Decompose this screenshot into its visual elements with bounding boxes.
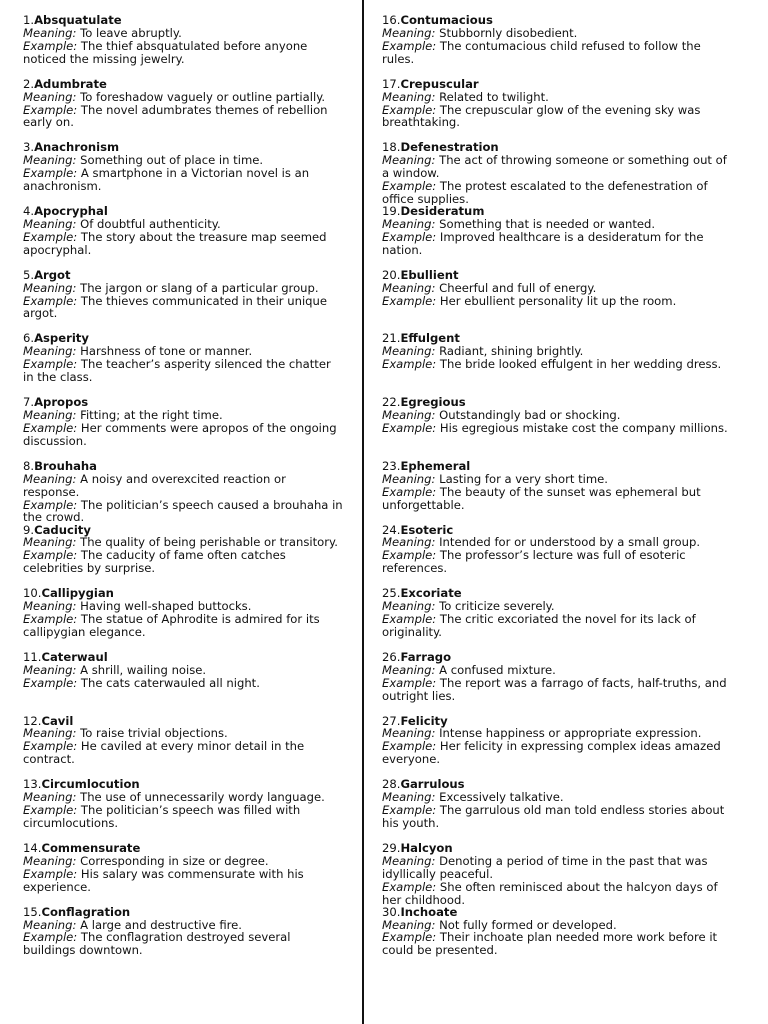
entry-word: Apropos [34,396,89,410]
meaning-text: Of doubtful authenticity. [80,216,221,231]
meaning-text: A shrill, wailing noise. [80,662,207,677]
meaning-text: Outstandingly bad or shocking. [439,408,621,423]
entry-number: 7. [23,396,35,410]
entry-number: 23. [382,459,401,473]
entry-example [23,677,343,690]
example-label: Example: [23,166,78,181]
entry-example [23,295,343,321]
vocab-entry [382,778,734,842]
example-text: Her comments were apropos of the ongoing discussion. [23,420,337,448]
entry-word: Argot [34,268,71,282]
meaning-label: Meaning: [382,153,436,168]
example-text: Her ebullient personality lit up the room. [439,293,677,308]
meaning-text: Radiant, shining brightly. [439,344,584,359]
entry-number: 6. [23,332,35,346]
meaning-text: Lasting for a very short time. [439,471,608,486]
vocab-entry [382,205,734,269]
meaning-label: Meaning: [23,917,77,932]
meaning-label: Meaning: [382,917,436,932]
entry-example [382,358,734,371]
entry-example [23,499,343,524]
meaning-label: Meaning: [23,408,77,423]
entry-example [382,180,734,205]
meaning-label: Meaning: [23,153,77,168]
example-label: Example: [23,102,78,117]
example-text: The contumacious child refused to follow the rules. [382,38,701,66]
example-label: Example: [382,293,437,308]
entry-word: Caterwaul [41,650,108,664]
vocab-entry [23,715,343,779]
meaning-text: Related to twilight. [439,89,549,104]
example-text: The garrulous old man told endless stories about his youth. [382,803,725,830]
example-label: Example: [382,484,437,499]
meaning-label: Meaning: [382,25,436,40]
vocab-entry [23,906,343,970]
example-text: The novel adumbrates themes of rebellion early on. [23,102,328,130]
example-label: Example: [23,548,78,563]
example-text: The critic excoriated the novel for its lack of originality. [382,612,696,639]
meaning-label: Meaning: [23,853,77,868]
example-text: The statue of Aphrodite is admired for its callipygian elegance. [23,612,320,639]
entry-number: 10. [23,587,42,601]
entry-number: 21. [382,332,401,346]
vocab-entry [23,651,343,715]
entry-word: Caducity [34,523,91,537]
entry-word: Ebullient [400,268,459,282]
meaning-label: Meaning: [382,408,436,423]
meaning-text: Something that is needed or wanted. [439,216,656,231]
entry-example [23,422,343,448]
example-text: The story about the treasure map seemed apocryphal. [23,229,327,257]
meaning-label: Meaning: [382,662,436,677]
entry-meaning [382,154,734,180]
example-text: His egregious mistake cost the company millions. [439,420,728,435]
vocab-entry [23,141,343,205]
meaning-label: Meaning: [382,535,436,550]
meaning-label: Meaning: [23,726,77,741]
example-label: Example: [382,803,437,818]
meaning-text: Not fully formed or developed. [439,917,617,932]
meaning-label: Meaning: [23,280,77,295]
meaning-label: Meaning: [23,790,77,805]
meaning-text: Fitting; at the right time. [80,408,223,423]
entry-number: 20. [382,268,401,282]
column-divider [362,0,364,1024]
entry-example [23,104,343,130]
entry-number: 14. [23,841,42,855]
entry-word: Effulgent [400,332,460,346]
example-text: Her felicity in expressing complex ideas amazed everyone. [382,739,721,767]
entry-example [23,231,343,257]
example-text: The protest escalated to the defenestration of office supplies. [382,179,708,206]
entry-example [382,422,734,435]
vocab-entry [23,269,343,333]
example-label: Example: [382,179,437,194]
meaning-text: A large and destructive fire. [80,917,242,932]
meaning-text: To raise trivial objections. [80,726,228,741]
meaning-text: Corresponding in size or degree. [80,853,269,868]
entry-number: 3. [23,141,35,155]
entry-example [23,613,343,639]
entry-word: Asperity [34,332,89,346]
entry-number: 25. [382,587,401,601]
vocab-entry [23,524,343,588]
entry-number: 29. [382,841,401,855]
meaning-label: Meaning: [382,280,436,295]
meaning-text: The quality of being perishable or transitory. [80,535,338,550]
vocab-entry [382,842,734,906]
meaning-text: A noisy and overexcited reaction or response. [23,471,286,499]
example-label: Example: [382,420,437,435]
vocab-entry [382,269,734,333]
entry-example [23,40,343,66]
meaning-text: Intended for or understood by a small group. [439,535,701,550]
entry-example [382,931,734,957]
entry-word: Felicity [400,714,448,728]
entry-word: Apocryphal [34,205,108,219]
entry-number: 5. [23,268,35,282]
vocab-entry [23,78,343,142]
entry-example [23,740,343,766]
right-column [382,14,734,969]
entry-number: 11. [23,650,42,664]
meaning-text: The act of throwing someone or something out of a window. [382,153,727,181]
example-text: The politician’s speech caused a brouhaha in the crowd. [23,497,343,524]
entry-number: 15. [23,905,42,919]
example-label: Example: [23,803,78,818]
example-label: Example: [382,879,437,894]
example-text: The bride looked effulgent in her wedding dress. [439,357,722,372]
entry-example [382,881,734,906]
meaning-label: Meaning: [382,599,436,614]
entry-word: Absquatulate [34,14,122,27]
meaning-label: Meaning: [382,216,436,231]
meaning-label: Meaning: [23,89,77,104]
example-label: Example: [23,357,78,372]
meaning-label: Meaning: [23,471,77,486]
example-label: Example: [382,675,437,690]
entry-number: 26. [382,650,401,664]
entry-example [23,931,343,957]
vocab-entry [23,460,343,524]
meaning-label: Meaning: [382,471,436,486]
vocab-entry [23,587,343,651]
entry-number: 22. [382,396,401,410]
example-label: Example: [23,497,78,512]
meaning-label: Meaning: [23,535,77,550]
example-label: Example: [382,229,437,244]
vocab-entry [23,396,343,460]
entry-meaning [382,855,734,881]
entry-word: Anachronism [34,141,120,155]
entry-number: 12. [23,714,42,728]
left-column [23,14,343,969]
example-label: Example: [23,38,78,53]
entry-number: 16. [382,14,401,27]
example-text: The conflagration destroyed several buildings downtown. [23,930,291,958]
entry-number: 8. [23,459,35,473]
entry-example [23,358,343,384]
vocab-entry [23,778,343,842]
entry-example [382,40,734,66]
meaning-label: Meaning: [23,216,77,231]
example-text: Their inchoate plan needed more work before it could be presented. [382,930,718,958]
example-label: Example: [382,357,437,372]
vocab-entry [382,651,734,715]
meaning-text: Something out of place in time. [80,153,264,168]
entry-word: Adumbrate [34,77,107,91]
entry-example [382,804,734,830]
example-text: The caducity of fame often catches celebrities by surprise. [23,548,286,576]
meaning-text: Harshness of tone or manner. [80,344,253,359]
entry-number: 28. [382,778,401,792]
vocab-entry [382,906,734,970]
vocab-entry [382,396,734,460]
example-text: The thieves communicated in their unique argot. [23,293,328,321]
entry-number: 13. [23,778,42,792]
entry-example [382,486,734,512]
entry-number: 19. [382,205,401,219]
example-label: Example: [382,548,437,563]
meaning-text: Intense happiness or appropriate expression. [439,726,702,741]
entry-meaning [23,473,343,499]
entry-word: Halcyon [400,841,453,855]
meaning-text: Having well-shaped buttocks. [80,599,252,614]
example-label: Example: [382,739,437,754]
example-label: Example: [23,612,78,626]
meaning-text: To leave abruptly. [80,25,182,40]
entry-word: Excoriate [400,587,462,601]
meaning-label: Meaning: [23,25,77,40]
vocab-entry [23,14,343,78]
example-text: The politician’s speech was filled with circumlocutions. [23,803,301,830]
vocab-entry [382,524,734,588]
entry-example [382,549,734,575]
example-text: The report was a farrago of facts, half-truths, and outright lies. [382,675,727,703]
entry-example [23,549,343,575]
entry-word: Farrago [400,650,452,664]
example-text: He caviled at every minor detail in the contract. [23,739,305,767]
entry-number: 27. [382,714,401,728]
meaning-text: Excessively talkative. [439,790,564,805]
entry-word: Esoteric [400,523,454,537]
entry-word: Desideratum [400,205,485,219]
meaning-text: The use of unnecessarily wordy language. [80,790,325,805]
example-label: Example: [382,102,437,117]
meaning-text: The jargon or slang of a particular group. [80,280,319,295]
entry-word: Cavil [41,714,74,728]
example-label: Example: [23,229,78,244]
entry-number: 1. [23,14,35,27]
vocab-entry [382,14,734,78]
meaning-text: A confused mixture. [439,662,556,677]
example-label: Example: [23,293,78,308]
entry-example [382,295,734,308]
entry-number: 17. [382,77,401,91]
example-label: Example: [382,38,437,53]
meaning-text: Denoting a period of time in the past that was idyllically peaceful. [382,853,708,881]
example-text: The cats caterwauled all night. [80,675,260,690]
example-label: Example: [23,739,78,754]
meaning-label: Meaning: [382,790,436,805]
entry-example [382,104,734,130]
vocab-entry [382,141,734,205]
vocab-entry [382,332,734,396]
entry-number: 18. [382,141,401,155]
example-text: The professor’s lecture was full of esoteric references. [382,548,686,576]
example-text: Improved healthcare is a desideratum for the nation. [382,229,704,257]
entry-number: 24. [382,523,401,537]
meaning-label: Meaning: [382,89,436,104]
example-text: The crepuscular glow of the evening sky was breathtaking. [382,102,701,130]
example-label: Example: [23,675,78,690]
entry-word: Ephemeral [400,459,471,473]
meaning-label: Meaning: [382,853,436,868]
example-label: Example: [382,612,437,626]
entry-word: Circumlocution [41,778,140,792]
vocab-entry [23,205,343,269]
entry-word: Conflagration [41,905,131,919]
entry-example [382,740,734,766]
meaning-label: Meaning: [382,344,436,359]
entry-example [382,613,734,639]
entry-word: Egregious [400,396,466,410]
entry-number: 9. [23,523,35,537]
entry-example [23,804,343,830]
meaning-label: Meaning: [23,662,77,677]
entry-word: Commensurate [41,841,141,855]
example-label: Example: [23,930,78,945]
example-text: A smartphone in a Victorian novel is an anachronism. [23,166,310,194]
example-text: She often reminisced about the halcyon days of her childhood. [382,879,718,906]
example-text: The beauty of the sunset was ephemeral but unforgettable. [382,484,701,512]
entry-number: 4. [23,205,35,219]
entry-example [23,868,343,894]
meaning-text: Stubbornly disobedient. [439,25,578,40]
example-text: His salary was commensurate with his experience. [23,866,304,894]
entry-word: Brouhaha [34,459,97,473]
entry-word: Callipygian [41,587,114,601]
vocab-entry [23,332,343,396]
meaning-text: Cheerful and full of energy. [439,280,597,295]
vocab-entry [382,587,734,651]
entry-number: 2. [23,77,35,91]
example-label: Example: [23,420,78,435]
entry-word: Crepuscular [400,77,479,91]
example-text: The teacher’s asperity silenced the chatter in the class. [23,357,331,385]
entry-word: Inchoate [400,905,458,919]
example-label: Example: [23,866,78,881]
entry-example [382,677,734,703]
meaning-text: To criticize severely. [439,599,555,614]
entry-word: Garrulous [400,778,465,792]
vocab-entry [23,842,343,906]
entry-example [382,231,734,257]
entry-word: Contumacious [400,14,493,27]
example-label: Example: [382,930,437,945]
meaning-label: Meaning: [23,599,77,614]
entry-example [23,167,343,193]
entry-word: Defenestration [400,141,499,155]
vocab-entry [382,715,734,779]
entry-number: 30. [382,905,401,919]
meaning-label: Meaning: [23,344,77,359]
meaning-label: Meaning: [382,726,436,741]
vocab-entry [382,78,734,142]
meaning-text: To foreshadow vaguely or outline partially. [80,89,326,104]
example-text: The thief absquatulated before anyone noticed the missing jewelry. [23,38,308,66]
vocab-entry [382,460,734,524]
